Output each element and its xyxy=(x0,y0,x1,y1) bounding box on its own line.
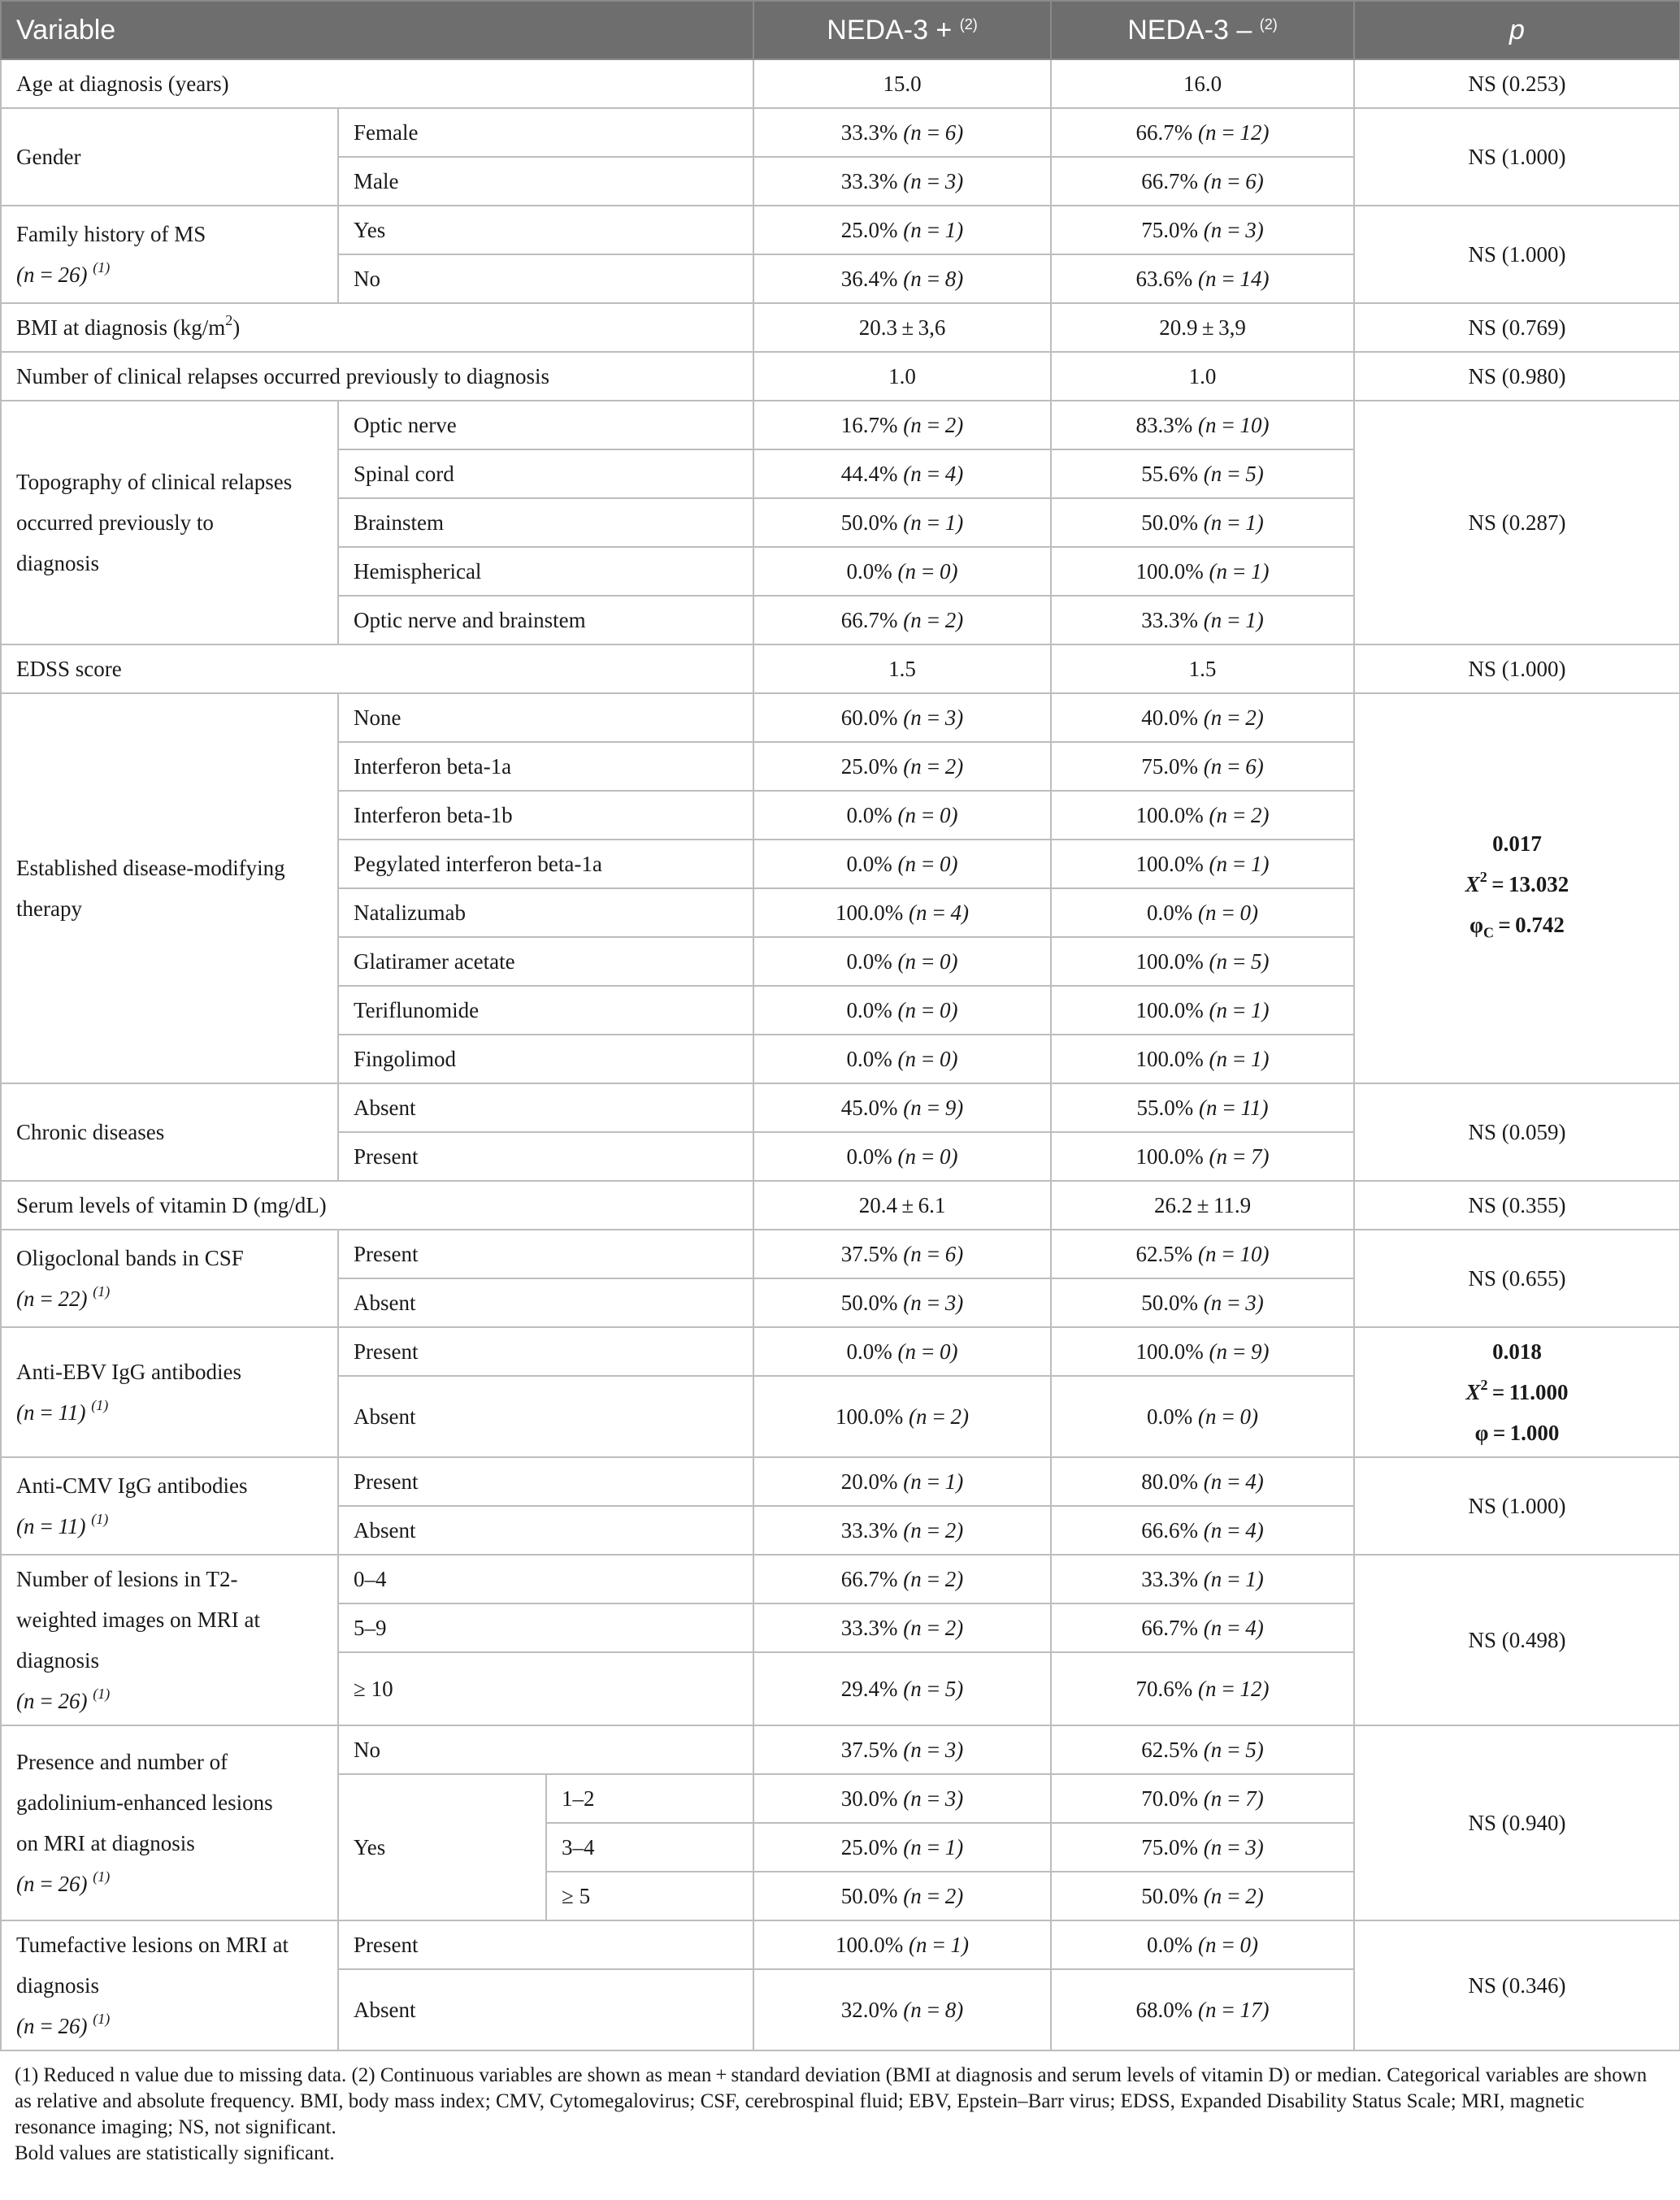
header-p: p xyxy=(1354,1,1680,59)
cell-neda-neg: 100.0% (n = 1) xyxy=(1051,1035,1354,1083)
cell-neda-neg: 100.0% (n = 1) xyxy=(1051,986,1354,1035)
row-sublabel: Present xyxy=(338,1230,753,1278)
cell-neda-neg: 66.7% (n = 12) xyxy=(1051,108,1354,157)
cell-neda-pos: 100.0% (n = 4) xyxy=(753,888,1051,937)
row-sublabel: Hemispherical xyxy=(338,547,753,596)
cell-neda-neg: 33.3% (n = 1) xyxy=(1051,596,1354,644)
row-sublabel: Absent xyxy=(338,1083,753,1132)
cell-neda-pos: 0.0% (n = 0) xyxy=(753,1132,1051,1181)
cell-neda-pos: 20.0% (n = 1) xyxy=(753,1457,1051,1506)
cell-p: NS (0.655) xyxy=(1354,1230,1680,1327)
cell-neda-neg: 70.6% (n = 12) xyxy=(1051,1652,1354,1725)
row-label: Presence and number of gadolinium-enhanced lesions on MRI at diagnosis (n = 26) $^{(1)}$ xyxy=(1,1725,338,1920)
row-sublabel: Pegylated interferon beta-1a xyxy=(338,840,753,888)
cell-p: NS (0.253) xyxy=(1354,59,1680,108)
cell-neda-neg: 66.6% (n = 4) xyxy=(1051,1506,1354,1555)
row-sublabel: 5–9 xyxy=(338,1603,753,1652)
cell-p: NS (1.000) xyxy=(1354,206,1680,303)
table-row xyxy=(1,1555,1680,1603)
cell-p: NS (1.000) xyxy=(1354,1457,1680,1555)
row-sublabel: Fingolimod xyxy=(338,1035,753,1083)
cell-neda-neg: 55.0% (n = 11) xyxy=(1051,1083,1354,1132)
cell-neda-pos: 33.3% (n = 2) xyxy=(753,1506,1051,1555)
header-neda-negative: NEDA-3 – $^{(2)}$ xyxy=(1051,1,1354,59)
cell-neda-pos: 20.4 ± 6.1 xyxy=(753,1181,1051,1230)
cell-neda-pos: 15.0 xyxy=(753,59,1051,108)
row-sublabel: Brainstem xyxy=(338,498,753,547)
cell-neda-neg: 70.0% (n = 7) xyxy=(1051,1774,1354,1823)
cell-neda-neg: 100.0% (n = 1) xyxy=(1051,547,1354,596)
row-sublabel: Interferon beta-1b xyxy=(338,791,753,840)
cell-neda-neg: 50.0% (n = 3) xyxy=(1051,1278,1354,1327)
cell-neda-neg: 50.0% (n = 1) xyxy=(1051,498,1354,547)
table-row xyxy=(1,1230,1680,1278)
header-variable: Variable xyxy=(1,1,753,59)
row-sublabel: Female xyxy=(338,108,753,157)
table-row xyxy=(1,303,1680,352)
cell-neda-neg: 63.6% (n = 14) xyxy=(1051,254,1354,303)
row-label: Tumefactive lesions on MRI at diagnosis (n = 26) $^{(1)}$ xyxy=(1,1920,338,2050)
table-row xyxy=(1,401,1680,449)
cell-neda-pos: 32.0% (n = 8) xyxy=(753,1969,1051,2050)
cell-neda-neg: 68.0% (n = 17) xyxy=(1051,1969,1354,2050)
row-label: Chronic diseases xyxy=(1,1083,338,1181)
table-row xyxy=(1,693,1680,742)
row-sublabel: Male xyxy=(338,157,753,206)
cell-neda-neg: 62.5% (n = 10) xyxy=(1051,1230,1354,1278)
cell-neda-neg: 100.0% (n = 1) xyxy=(1051,840,1354,888)
cell-neda-neg: 75.0% (n = 3) xyxy=(1051,1823,1354,1872)
row-sublabel: Glatiramer acetate xyxy=(338,937,753,986)
table-row xyxy=(1,206,1680,254)
row-sublabel: No xyxy=(338,254,753,303)
header-row xyxy=(1,1,1680,59)
cell-p: NS (0.940) xyxy=(1354,1725,1680,1920)
cell-neda-pos: 0.0% (n = 0) xyxy=(753,937,1051,986)
cell-neda-neg: 62.5% (n = 5) xyxy=(1051,1725,1354,1774)
row-sublabel: Yes xyxy=(338,1774,546,1920)
cell-neda-neg: 100.0% (n = 2) xyxy=(1051,791,1354,840)
row-sublabel: Teriflunomide xyxy=(338,986,753,1035)
cell-neda-neg: 66.7% (n = 6) xyxy=(1051,157,1354,206)
row-sublabel: 0–4 xyxy=(338,1555,753,1603)
cell-neda-pos: 0.0% (n = 0) xyxy=(753,986,1051,1035)
table-row xyxy=(1,1327,1680,1376)
table-row xyxy=(1,352,1680,401)
cell-neda-pos: 0.0% (n = 0) xyxy=(753,791,1051,840)
cell-neda-neg: 26.2 ± 11.9 xyxy=(1051,1181,1354,1230)
cell-neda-pos: 100.0% (n = 1) xyxy=(753,1920,1051,1969)
cell-neda-pos: 29.4% (n = 5) xyxy=(753,1652,1051,1725)
row-sublabel: Interferon beta-1a xyxy=(338,742,753,791)
cell-neda-neg: 55.6% (n = 5) xyxy=(1051,449,1354,498)
row-sublabel: Optic nerve xyxy=(338,401,753,449)
cell-neda-pos: 33.3% (n = 3) xyxy=(753,157,1051,206)
cell-neda-pos: 1.0 xyxy=(753,352,1051,401)
cell-neda-pos: 0.0% (n = 0) xyxy=(753,1035,1051,1083)
row-label: Age at diagnosis (years) xyxy=(1,59,753,108)
cell-neda-pos: 25.0% (n = 2) xyxy=(753,742,1051,791)
row-label: Oligoclonal bands in CSF (n = 22) $^{(1)}$ xyxy=(1,1230,338,1327)
cell-neda-neg: 100.0% (n = 5) xyxy=(1051,937,1354,986)
row-label: Topography of clinical relapses occurred previously to diagnosis xyxy=(1,401,338,644)
cell-neda-pos: 25.0% (n = 1) xyxy=(753,206,1051,254)
cell-neda-pos: 50.0% (n = 2) xyxy=(753,1872,1051,1920)
row-label: Number of lesions in T2- weighted images on MRI at diagnosis (n = 26) $^{(1)}$ xyxy=(1,1555,338,1725)
cell-p: NS (1.000) xyxy=(1354,108,1680,206)
row-label: Serum levels of vitamin D (mg/dL) xyxy=(1,1181,753,1230)
cell-neda-neg: 80.0% (n = 4) xyxy=(1051,1457,1354,1506)
cell-p-significant: 0.017 $X^2 = 13.032$ $\varphi_C = 0.742$ xyxy=(1354,693,1680,1083)
cell-neda-pos: 0.0% (n = 0) xyxy=(753,840,1051,888)
header-neda-positive: NEDA-3 + $^{(2)}$ xyxy=(753,1,1051,59)
row-sublabel: Natalizumab xyxy=(338,888,753,937)
cell-neda-neg: 0.0% (n = 0) xyxy=(1051,1920,1354,1969)
cell-neda-pos: 33.3% (n = 6) xyxy=(753,108,1051,157)
cell-neda-pos: 30.0% (n = 3) xyxy=(753,1774,1051,1823)
row-label: Number of clinical relapses occurred previously to diagnosis xyxy=(1,352,753,401)
cell-p: NS (0.769) xyxy=(1354,303,1680,352)
cell-neda-neg: 66.7% (n = 4) xyxy=(1051,1603,1354,1652)
row-sublabel: None xyxy=(338,693,753,742)
row-sublabel: No xyxy=(338,1725,753,1774)
row-subsublabel: ≥ 5 xyxy=(546,1872,753,1920)
cell-neda-neg: 16.0 xyxy=(1051,59,1354,108)
cell-neda-pos: 50.0% (n = 3) xyxy=(753,1278,1051,1327)
table-row xyxy=(1,644,1680,693)
cell-neda-neg: 1.0 xyxy=(1051,352,1354,401)
cell-neda-pos: 33.3% (n = 2) xyxy=(753,1603,1051,1652)
cell-p: NS (0.287) xyxy=(1354,401,1680,644)
table-row xyxy=(1,1181,1680,1230)
row-sublabel: ≥ 10 xyxy=(338,1652,753,1725)
row-label: Gender xyxy=(1,108,338,206)
cell-p-significant: 0.018 $X^2 = 11.000$ φ = 1.000 xyxy=(1354,1327,1680,1457)
cell-neda-pos: 0.0% (n = 0) xyxy=(753,1327,1051,1376)
cell-neda-pos: 45.0% (n = 9) xyxy=(753,1083,1051,1132)
row-sublabel: Optic nerve and brainstem xyxy=(338,596,753,644)
row-sublabel: Present xyxy=(338,1920,753,1969)
row-sublabel: Absent xyxy=(338,1969,753,2050)
row-sublabel: Absent xyxy=(338,1376,753,1457)
table-row xyxy=(1,1083,1680,1132)
cell-p: NS (0.355) xyxy=(1354,1181,1680,1230)
cell-neda-pos: 36.4% (n = 8) xyxy=(753,254,1051,303)
cell-neda-pos: 60.0% (n = 3) xyxy=(753,693,1051,742)
cell-neda-neg: 1.5 xyxy=(1051,644,1354,693)
row-label: Family history of MS (n = 26) $^{(1)}$ xyxy=(1,206,338,303)
cell-neda-pos: 1.5 xyxy=(753,644,1051,693)
row-sublabel: Present xyxy=(338,1327,753,1376)
table-row xyxy=(1,1725,1680,1774)
cell-neda-pos: 0.0% (n = 0) xyxy=(753,547,1051,596)
table-row xyxy=(1,108,1680,157)
cell-p: NS (0.059) xyxy=(1354,1083,1680,1181)
cell-neda-pos: 16.7% (n = 2) xyxy=(753,401,1051,449)
cell-neda-neg: 75.0% (n = 3) xyxy=(1051,206,1354,254)
row-label: BMI at diagnosis $(kg/m^2)$ xyxy=(1,303,753,352)
cell-neda-pos: 100.0% (n = 2) xyxy=(753,1376,1051,1457)
cell-neda-pos: 66.7% (n = 2) xyxy=(753,596,1051,644)
table-row xyxy=(1,1920,1680,1969)
row-label: Anti-EBV IgG antibodies (n = 11) $^{(1)}$ xyxy=(1,1327,338,1457)
cell-neda-neg: 40.0% (n = 2) xyxy=(1051,693,1354,742)
row-sublabel: Absent xyxy=(338,1278,753,1327)
cell-p: NS (1.000) xyxy=(1354,644,1680,693)
cell-neda-pos: 25.0% (n = 1) xyxy=(753,1823,1051,1872)
cell-neda-neg: 33.3% (n = 1) xyxy=(1051,1555,1354,1603)
cell-neda-pos: 37.5% (n = 6) xyxy=(753,1230,1051,1278)
row-subsublabel: 3–4 xyxy=(546,1823,753,1872)
footnote-text: (1) Reduced n value due to missing data. (2) Continuous variables are shown as mean + standard deviation (BMI at diagnosis and serum levels of vitamin D) or median. Categorical variables are shown as relative and absolute frequency. BMI, body mass index; CMV, Cytomegalovirus; CSF, cerebrospinal fluid; EBV, Epstein–Barr virus; EDSS, Expanded Disability Status Scale; MRI, magnetic resonance imaging; NS, not significant. xyxy=(15,2064,1647,2138)
cell-neda-neg: 0.0% (n = 0) xyxy=(1051,1376,1354,1457)
cell-neda-neg: 20.9 ± 3,9 xyxy=(1051,303,1354,352)
row-label: Established disease-modifying therapy xyxy=(1,693,338,1083)
cell-p: NS (0.498) xyxy=(1354,1555,1680,1725)
table-row xyxy=(1,59,1680,108)
cell-neda-neg: 75.0% (n = 6) xyxy=(1051,742,1354,791)
row-sublabel: Spinal cord xyxy=(338,449,753,498)
cell-neda-neg: 0.0% (n = 0) xyxy=(1051,888,1354,937)
row-label: Anti-CMV IgG antibodies (n = 11) $^{(1)}$ xyxy=(1,1457,338,1555)
table-row xyxy=(1,1457,1680,1506)
cell-p: NS (0.346) xyxy=(1354,1920,1680,2050)
cell-neda-pos: 50.0% (n = 1) xyxy=(753,498,1051,547)
cell-neda-neg: 100.0% (n = 9) xyxy=(1051,1327,1354,1376)
row-sublabel: Present xyxy=(338,1132,753,1181)
row-subsublabel: 1–2 xyxy=(546,1774,753,1823)
cell-neda-pos: 66.7% (n = 2) xyxy=(753,1555,1051,1603)
cell-neda-neg: 100.0% (n = 7) xyxy=(1051,1132,1354,1181)
row-sublabel: Present xyxy=(338,1457,753,1506)
table-footnote xyxy=(0,2051,1673,2167)
cell-neda-pos: 37.5% (n = 3) xyxy=(753,1725,1051,1774)
cell-neda-neg: 83.3% (n = 10) xyxy=(1051,401,1354,449)
row-sublabel: Yes xyxy=(338,206,753,254)
row-sublabel: Absent xyxy=(338,1506,753,1555)
cell-p: NS (0.980) xyxy=(1354,352,1680,401)
row-label: EDSS score xyxy=(1,644,753,693)
footnote-bold-note: Bold values are statistically significant. xyxy=(15,2142,335,2164)
cell-neda-neg: 50.0% (n = 2) xyxy=(1051,1872,1354,1920)
cell-neda-pos: 20.3 ± 3,6 xyxy=(753,303,1051,352)
cell-neda-pos: 44.4% (n = 4) xyxy=(753,449,1051,498)
